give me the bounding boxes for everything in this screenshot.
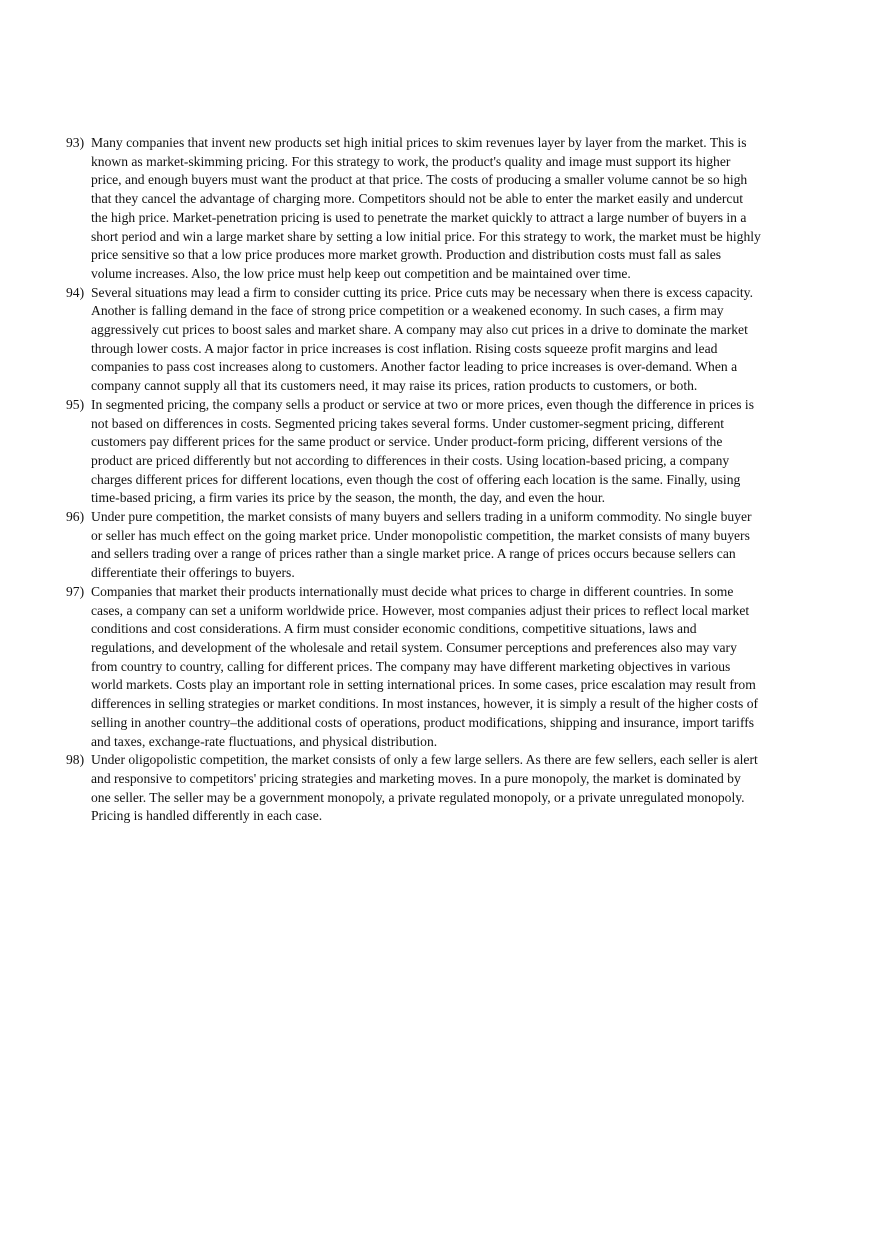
answer-item-95 (66, 396, 762, 508)
answer-number: 93) (66, 135, 85, 150)
answer-number: 94) (66, 284, 85, 300)
answer-text: Companies that market their products internationally must decide what prices to charge in different countries. In some cases, a company can set a uniform worldwide price. However, most companies adjust their prices to reflect local market conditions and cost considerations. A firm must consider economic conditions, competitive situations, laws and regulations, and development of the wholesale and retail system. Consumer perceptions and preferences also may vary from country to country, calling for different prices. The company may have different marketing objectives in various world markets. Costs play an important role in setting international prices. In some cases, price escalation may result from differences in selling strategies or market conditions. In most instances, however, it is simply a result of the higher costs of selling in another country–the additional costs of operations, product modifications, shipping and insurance, import tariffs and taxes, exchange-rate fluctuations, and physical distribution. (91, 583, 759, 749)
answer-item-93 (66, 134, 762, 284)
answer-item-96 (66, 508, 762, 583)
answer-number: 98) (66, 752, 85, 768)
answer-number: 97) (66, 583, 85, 599)
answer-item-97 (66, 583, 762, 751)
answer-item-94 (66, 284, 762, 396)
answer-text: Under oligopolistic competition, the market consists of only a few large sellers. As there are few sellers, each seller is alert and responsive to competitors' pricing strategies and marketing moves. In a pure monopoly, the market is dominated by one seller. The seller may be a government monopoly, a private regulated monopoly, or a private unregulated monopoly. Pricing is handled differently in each case. (91, 752, 758, 824)
answer-item-98 (66, 751, 762, 826)
answer-text: Several situations may lead a firm to consider cutting its price. Price cuts may be necessary when there is excess capacity. Another is falling demand in the face of strong price competition or a weakened economy. In such cases, a firm may aggressively cut prices to boost sales and market share. A company may also cut prices in a drive to dominate the market through lower costs. A major factor in price increases is cost inflation. Rising costs squeeze profit margins and lead companies to pass cost increases along to customers. Another factor leading to price increases is over-demand. When a company cannot supply all that its customers need, it may raise its prices, ration products to customers, or both. (91, 284, 753, 394)
answer-text: In segmented pricing, the company sells a product or service at two or more prices, even though the difference in prices is not based on differences in costs. Segmented pricing takes several forms. Under customer-segment pricing, different customers pay different prices for the same product or service. Under product-form pricing, different versions of the product are priced differently but not according to differences in their costs. Using location-based pricing, a company charges different prices for different locations, even though the cost of offering each location is the same. Finally, using time-based pricing, a firm varies its price by the season, the month, the day, and even the hour. (91, 396, 754, 506)
answer-number: 95) (66, 396, 85, 412)
answer-text: Under pure competition, the market consists of many buyers and sellers trading in a uniform commodity. No single buyer or seller has much effect on the going market price. Under monopolistic competition, the market consists of many buyers and sellers trading over a range of prices rather than a single market price. A range of prices occurs because sellers can differentiate their offerings to buyers. (91, 509, 752, 581)
answer-text: Many companies that invent new products set high initial prices to skim revenues layer by layer from the market. This is known as market-skimming pricing. For this strategy to work, the product's quality and image must support its higher price, and enough buyers must want the product at that price. The costs of producing a smaller volume cannot be so high that they cancel the advantage of charging more. Competitors should not be able to enter the market easily and undercut the high price. Market-penetration pricing is used to penetrate the market quickly to attract a large number of buyers in a short period and win a large market share by setting a low initial price. For this strategy to work, the market must be highly price sensitive so that a low price produces more market growth. Production and distribution costs must fall as sales volume increases. Also, the low price must help keep out competition and be maintained over time. (91, 135, 761, 281)
answer-list (66, 134, 762, 826)
answer-number: 96) (66, 509, 85, 525)
